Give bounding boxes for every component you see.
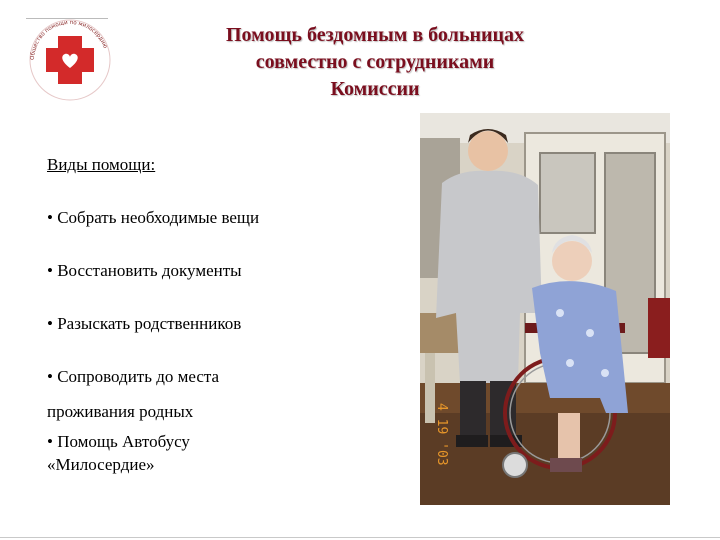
list-item-escort-continued: проживания родных (47, 402, 194, 421)
bottom-divider (0, 537, 720, 538)
list-item-restore-documents: • Восстановить документы (47, 261, 242, 280)
title-line-1: Помощь бездомным в больницах (225, 24, 525, 46)
red-cross-heart-logo-icon (22, 18, 118, 102)
photo-image (420, 113, 670, 505)
list-item-bus-name: «Милосердие» (47, 455, 155, 474)
logo-ring-text: Общество помощи по милосердию (29, 19, 108, 61)
list-item-collect-things: • Собрать необходимые вещи (47, 208, 260, 227)
photo-date-stamp: 4 19 '03 (434, 403, 449, 466)
help-types-heading: Виды помощи: (47, 155, 156, 174)
red-cross-logo (22, 18, 118, 102)
list-item-bus-help: • Помощь Автобусу (47, 432, 190, 451)
photo (420, 113, 670, 505)
list-item-escort: • Сопроводить до места (47, 367, 220, 386)
page-title (130, 22, 620, 103)
title-line-3: Комиссии (330, 78, 420, 100)
list-item-find-relatives: • Разыскать родственников (47, 314, 242, 333)
title-line-2: совместно с сотрудниками (255, 51, 495, 73)
